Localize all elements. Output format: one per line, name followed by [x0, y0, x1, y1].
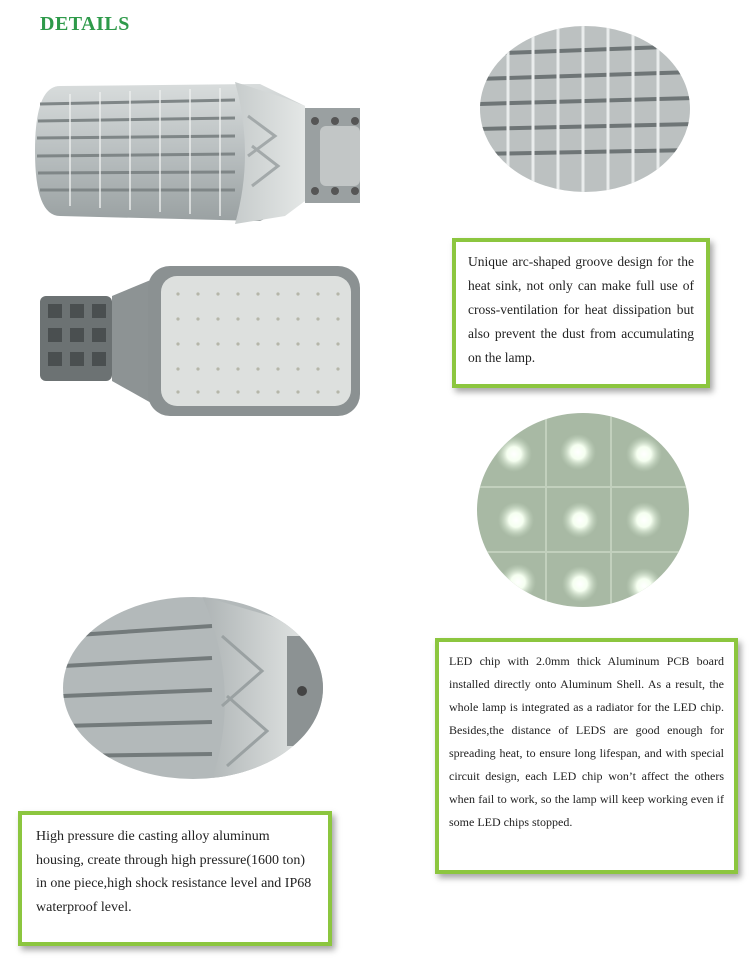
heatsink-closeup-photo: [478, 24, 693, 194]
lamp-side-photo: [30, 76, 375, 236]
housing-description: High pressure die casting alloy aluminum housing, create through high pressure(1600 ton) in one piece,high shock resistance level and IP68 waterproof level.: [36, 829, 312, 915]
lamp-front-photo: [38, 264, 363, 419]
heatsink-description: Unique arc-shaped groove design for the heat sink, not only can make full use of cross-ventilation for heat dissipation but also prevent the dust from accumulating on the lamp.: [468, 254, 694, 365]
heatsink-description-box: [452, 238, 710, 388]
led-closeup-photo: [476, 412, 690, 608]
led-chip-description-box: [435, 638, 738, 874]
housing-closeup-photo: [62, 596, 324, 780]
housing-description-box: [18, 811, 332, 946]
led-chip-description: LED chip with 2.0mm thick Aluminum PCB board installed directly onto Aluminum Shell. As a result, the whole lamp is integrated as a radiator for the LED chip. Besides,the distance of LEDS are good enough for spreading heat, to ensure long lifespan, and with special circuit design, each LED chip won’t affect the others when fail to work, so the lamp will keep working even if some LED chips stopped.: [449, 654, 724, 829]
page-title: DETAILS: [40, 13, 130, 35]
